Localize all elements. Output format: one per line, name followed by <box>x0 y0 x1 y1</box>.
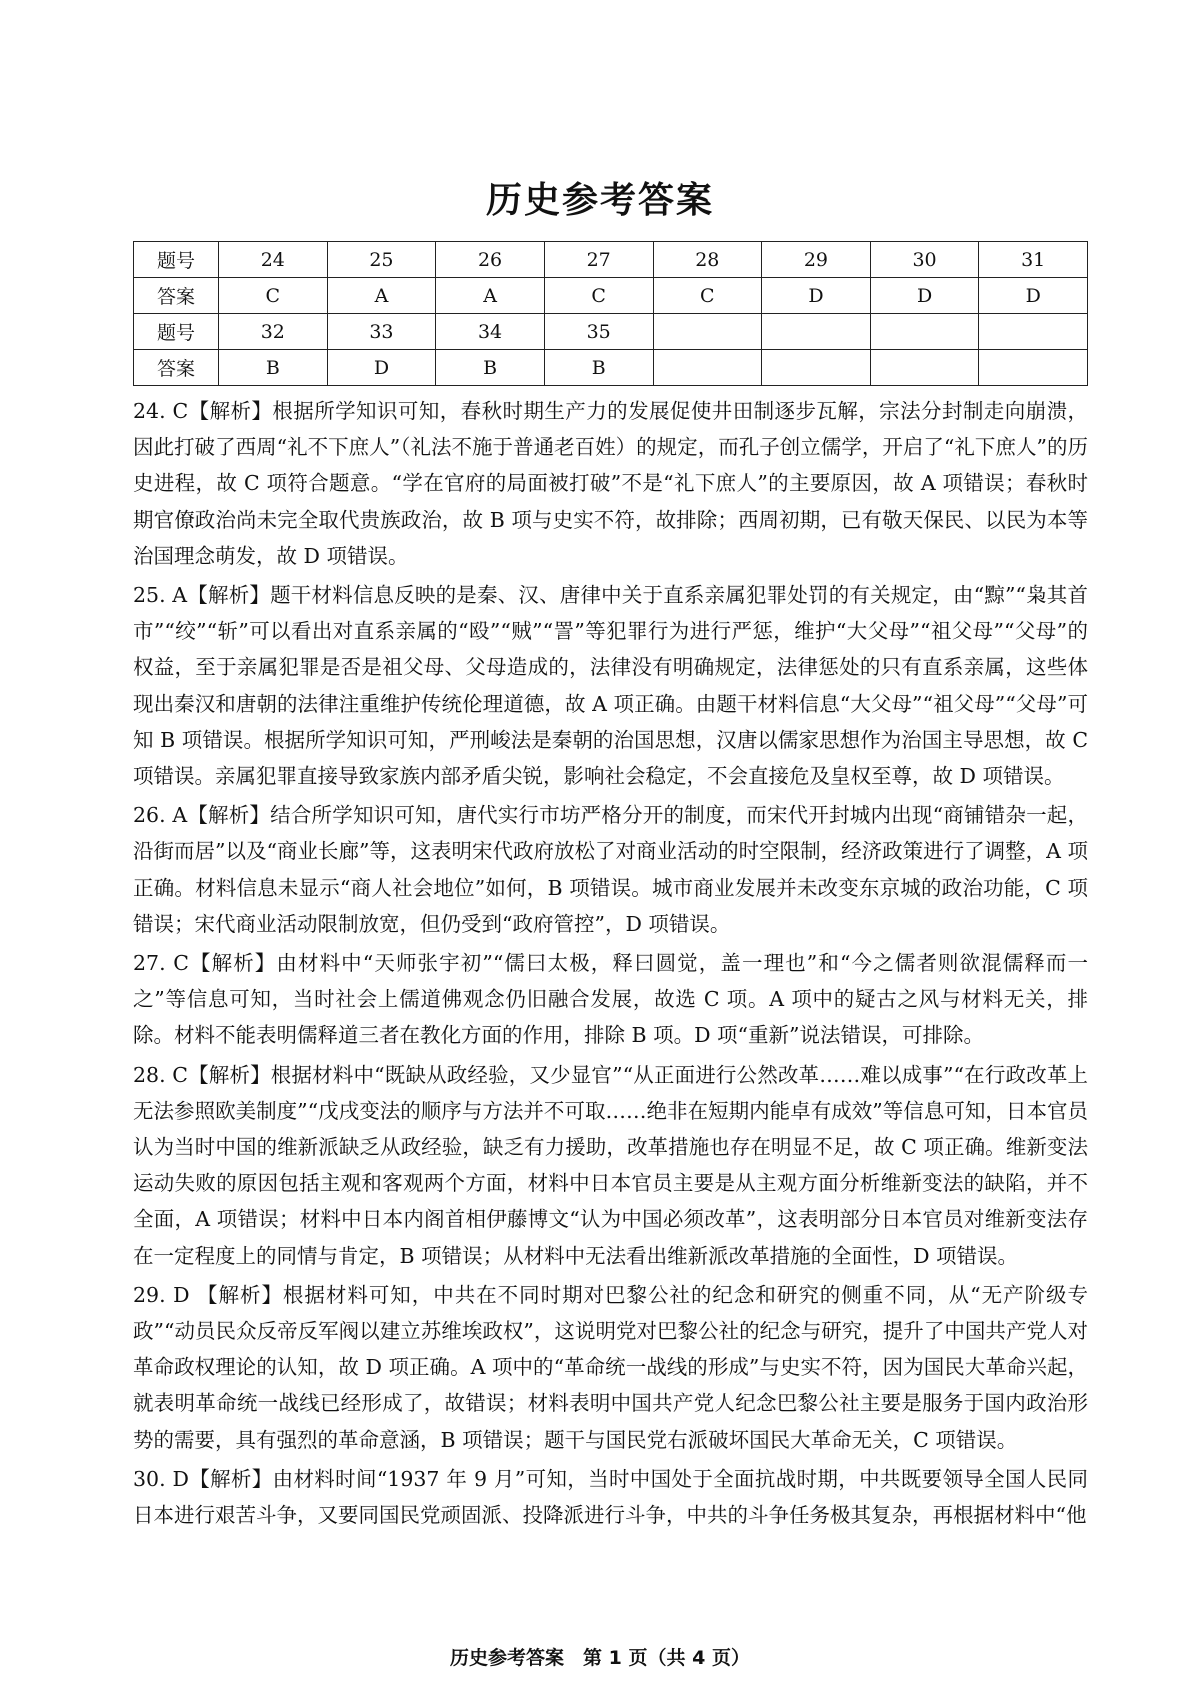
table-row <box>134 314 1088 350</box>
page-footer: 历史参考答案 第 1 页（共 4 页） <box>450 1647 750 1669</box>
table-cell: A <box>327 278 436 314</box>
table-row-header: 答案 <box>134 278 219 314</box>
table-cell <box>653 314 762 350</box>
explanation-24: 24. C【解析】根据所学知识可知，春秋时期生产力的发展促使井田制逐步瓦解，宗法分封制走向崩溃，因此打破了西周“礼不下庶人”（礼法不施于普通老百姓）的规定，而孔子创立儒学，开启了“礼下庶人”的历史进程，故 C 项符合题意。“学在官府的局面被打破”不是“礼下庶人”的主要原因，故 A 项错误；春秋时期官僚政治尚未完全取代贵族政治，故 B 项与史实不符，故排除；西周初期，已有敬天保民、以民为本等治国理念萌发，故 D 项错误。 <box>133 399 1088 568</box>
table-cell: C <box>544 278 653 314</box>
explanation-29: 29. D 【解析】根据材料可知，中共在不同时期对巴黎公社的纪念和研究的侧重不同，从“无产阶级专政”“动员民众反帝反军阀以建立苏维埃政权”，这说明党对巴黎公社的纪念与研究，提升了中国共产党人对革命政权理论的认知，故 D 项正确。A 项中的“革命统一战线的形成”与史实不符，因为国民大革命兴起，就表明革命统一战线已经形成了，故错误；材料表明中国共产党人纪念巴黎公社主要是服务于国内政治形势的需要，具有强烈的革命意涵，B 项错误；题干与国民党右派破坏国民大革命无关，C 项错误。 <box>133 1282 1088 1452</box>
table-cell: 30 <box>870 242 979 278</box>
table-row-header: 题号 <box>134 314 219 350</box>
table-cell: D <box>979 278 1088 314</box>
table-cell: B <box>544 350 653 386</box>
explanation-28: 28. C【解析】根据材料中“既缺从政经验，又少显官”“从正面进行公然改革……难以成事”“在行政改革上无法参照欧美制度”“戊戌变法的顺序与方法并不可取……绝非在短期内能卓有成效”等信息可知，日本官员认为当时中国的维新派缺乏从政经验，缺乏有力援助，改革措施也存在明显不足，故 C 项正确。维新变法运动失败的原因包括主观和客观两个方面，材料中日本官员主要是从主观方面分析维新变法的缺陷，并不全面，A 项错误；材料中日本内阁首相伊藤博文“认为中国必须改革”，这表明部分日本官员对维新变法存在一定程度上的同情与肯定，B 项错误；从材料中无法看出维新派改革措施的全面性，D 项错误。 <box>133 1062 1088 1268</box>
table-cell: D <box>870 278 979 314</box>
table-cell <box>653 350 762 386</box>
table-row-header: 答案 <box>134 350 219 386</box>
table-cell: C <box>653 278 762 314</box>
table-cell: 28 <box>653 242 762 278</box>
explanation-body <box>133 393 1088 1536</box>
table-row-header: 题号 <box>134 242 219 278</box>
table-cell: 26 <box>436 242 545 278</box>
table-cell: 32 <box>219 314 328 350</box>
table-cell <box>979 350 1088 386</box>
explanation-25: 25. A【解析】题干材料信息反映的是秦、汉、唐律中关于直系亲属犯罪处罚的有关规定，由“黥”“枭其首市”“绞”“斩”可以看出对直系亲属的“殴”“贼”“詈”等犯罪行为进行严惩，维护“大父母”“祖父母”“父母”的权益，至于亲属犯罪是否是祖父母、父母造成的，法律没有明确规定，法律惩处的只有直系亲属，这些体现出秦汉和唐朝的法律注重维护传统伦理道德，故 A 项正确。由题干材料信息“大父母”“祖父母”“父母”可知 B 项错误。根据所学知识可知，严刑峻法是秦朝的治国思想，汉唐以儒家思想作为治国主导思想，故 C 项错误。亲属犯罪直接导致家族内部矛盾尖锐，影响社会稳定，不会直接危及皇权至尊，故 D 项错误。 <box>133 583 1088 789</box>
table-row <box>134 350 1088 386</box>
table-row <box>134 278 1088 314</box>
table-cell <box>762 314 871 350</box>
table-cell <box>979 314 1088 350</box>
table-cell <box>870 314 979 350</box>
table-cell: B <box>436 350 545 386</box>
table-cell: 29 <box>762 242 871 278</box>
answer-table <box>133 241 1088 386</box>
page-title: 历史参考答案 <box>485 180 714 221</box>
explanation-26: 26. A【解析】结合所学知识可知，唐代实行市坊严格分开的制度，而宋代开封城内出现“商铺错杂一起，沿街而居”以及“商业长廊”等，这表明宋代政府放松了对商业活动的时空限制，经济政策进行了调整，A 项正确。材料信息未显示“商人社会地位”如何，B 项错误。城市商业发展并未改变东京城的政治功能，C 项错误；宋代商业活动限制放宽，但仍受到“政府管控”，D 项错误。 <box>133 803 1088 936</box>
table-cell: 24 <box>219 242 328 278</box>
table-cell: 31 <box>979 242 1088 278</box>
table-cell: C <box>219 278 328 314</box>
table-cell: D <box>762 278 871 314</box>
explanation-27: 27. C【解析】由材料中“天师张宇初”“儒曰太极，释曰圆觉，盖一理也”和“今之儒者则欲混儒释而一之”等信息可知，当时社会上儒道佛观念仍旧融合发展，故选 C 项。A 项中的疑古之风与材料无关，排除。材料不能表明儒释道三者在教化方面的作用，排除 B 项。D 项“重新”说法错误，可排除。 <box>133 951 1088 1048</box>
table-cell: 27 <box>544 242 653 278</box>
explanation-30: 30. D【解析】由材料时间“1937 年 9 月”可知，当时中国处于全面抗战时期，中共既要领导全国人民同日本进行艰苦斗争，又要同国民党顽固派、投降派进行斗争，中共的斗争任务极其复杂，再根据材料中“他 <box>133 1466 1088 1528</box>
table-row <box>134 242 1088 278</box>
table-cell: A <box>436 278 545 314</box>
table-cell: 33 <box>327 314 436 350</box>
table-cell <box>870 350 979 386</box>
table-cell <box>762 350 871 386</box>
table-cell: 25 <box>327 242 436 278</box>
table-cell: 35 <box>544 314 653 350</box>
table-cell: B <box>219 350 328 386</box>
table-cell: D <box>327 350 436 386</box>
table-cell: 34 <box>436 314 545 350</box>
